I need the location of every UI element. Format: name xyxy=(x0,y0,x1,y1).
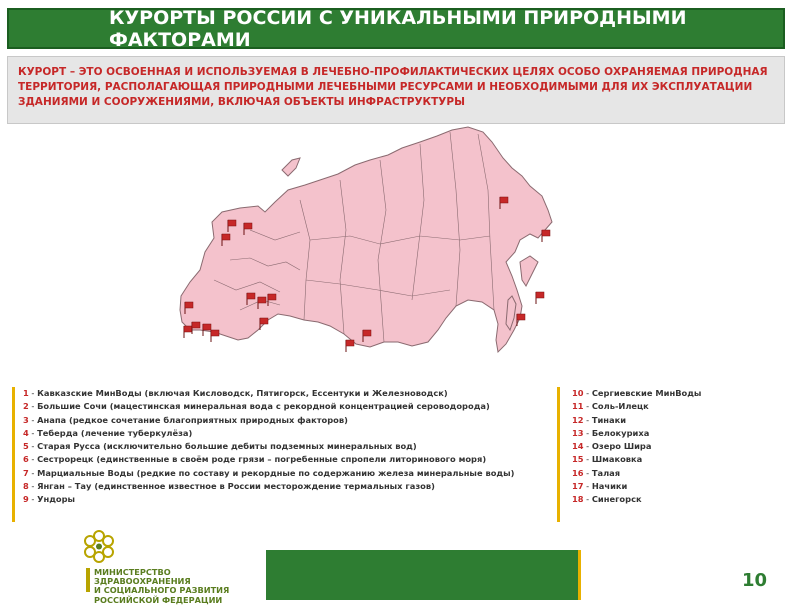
footer-accent-stripe xyxy=(578,550,581,600)
legend-left xyxy=(12,387,557,522)
legend-text: Синегорск xyxy=(591,494,642,505)
resort-flag-icon xyxy=(517,314,525,326)
legend-item: 6 - Сестрорецк (единственные в своём роде грязи – погребенные спропели литоринового моря) xyxy=(23,454,487,465)
legend-text: Начики xyxy=(591,481,628,492)
resort-flag-icon xyxy=(203,324,211,336)
legend-num: 17 xyxy=(572,481,584,492)
legend-text: Кавказские МинВоды (включая Кисловодск, Пятигорск, Ессентуки и Железноводск) xyxy=(37,388,448,398)
definition-box xyxy=(7,56,785,124)
logo-line-1: МИНИСТЕРСТВО xyxy=(94,567,171,577)
kamchatka-peninsula xyxy=(520,256,538,286)
legend-item: 2 - Большие Сочи (мацестинская минеральная вода с рекордной концентрацией сероводорода) xyxy=(23,401,490,412)
logo-line-2: ЗДРАВООХРАНЕНИЯ xyxy=(94,576,191,587)
legend-text: Большие Сочи (мацестинская минеральная вода с рекордной концентрацией сероводорода) xyxy=(37,401,490,412)
legend-text: Белокуриха xyxy=(591,427,650,438)
legend-text: Теберда (лечение туберкулёза) xyxy=(37,427,193,438)
legend-item: 3 - Анапа (редкое сочетание благоприятных природных факторов) xyxy=(23,414,348,425)
legend-num: 10 xyxy=(572,388,584,398)
novaya-zemlya-island xyxy=(282,158,300,176)
resort-flag-icon xyxy=(260,318,268,330)
legend-text: Марциальные Воды (редкие по составу и рекордные по содержанию железа минеральные воды) xyxy=(37,467,515,478)
resort-flag-icon xyxy=(192,322,200,334)
logo-text xyxy=(94,568,229,605)
russia-resorts-map xyxy=(175,125,555,380)
legend-num: 13 xyxy=(572,427,584,438)
legend-item: 14 - Озеро Шира xyxy=(572,441,652,452)
legend-num: 12 xyxy=(572,414,584,425)
resort-flag-icon xyxy=(184,326,192,338)
legend-item: 10 - Сергиевские МинВоды xyxy=(572,388,702,398)
definition-text: КУРОРТ – ЭТО ОСВОЕННАЯ И ИСПОЛЬЗУЕМАЯ В ЛЕЧЕБНО-ПРОФИЛАКТИЧЕСКИХ ЦЕЛЯХ ОСОБО ОХРАНЯЕМАЯ ПРИРОДНАЯ ТЕРРИТОРИЯ, РАСПОЛАГАЮЩАЯ ПРИРОДНЫМИ ЛЕЧЕБНЫМИ РЕСУРСАМИ И НЕОБХОДИМЫМИ ДЛЯ ИХ ЭКСПЛУАТАЦИИ ЗДАНИЯМИ И СООРУЖЕНИЯМИ, ВКЛЮЧАЯ ОБЪЕКТЫ ИНФРАСТРУКТУРЫ xyxy=(18,66,768,108)
russia-territory xyxy=(180,127,552,352)
legend-num: 1 xyxy=(23,388,29,398)
legend-text: Озеро Шира xyxy=(591,441,652,452)
resort-flag-icon xyxy=(542,230,550,242)
legend-item: 1 - Кавказские МинВоды (включая Кисловодск, Пятигорск, Ессентуки и Железноводск) xyxy=(23,388,448,398)
legend-text: Талая xyxy=(591,467,621,478)
legend-item: 17 - Начики xyxy=(572,481,628,492)
ministry-logo xyxy=(80,528,260,605)
legend-right xyxy=(557,387,757,522)
legend-item: 11 - Соль-Илецк xyxy=(572,401,649,412)
legend-text: Сестрорецк (единственные в своём роде грязи – погребенные спропели литоринового моря) xyxy=(37,454,487,465)
legend-num: 8 xyxy=(23,481,29,492)
legend-item: 12 - Тинаки xyxy=(572,414,627,425)
legend-num: 2 xyxy=(23,401,29,412)
resort-flag-icon xyxy=(346,340,354,352)
legend-item: 18 - Синегорск xyxy=(572,494,642,505)
legend-num: 18 xyxy=(572,494,584,505)
legend-num: 4 xyxy=(23,427,29,438)
legend-item: 8 - Янган – Тау (единственное известное в России месторождение термальных газов) xyxy=(23,481,435,492)
map-svg xyxy=(175,125,555,380)
legend-text: Старая Русса (исключительно большие дебиты подземных минеральных вод) xyxy=(37,441,417,452)
legend-item: 9 - Ундоры xyxy=(23,494,76,505)
legend-item: 7 - Марциальные Воды (редкие по составу и рекордные по содержанию железа минеральные воды) xyxy=(23,467,515,478)
legend-num: 9 xyxy=(23,494,29,505)
ministry-emblem-icon xyxy=(80,528,118,566)
legend-item: 13 - Белокуриха xyxy=(572,427,650,438)
legend-text: Тинаки xyxy=(591,414,627,425)
legend-item: 4 - Теберда (лечение туберкулёза) xyxy=(23,427,193,438)
legend-item: 15 - Шмаковка xyxy=(572,454,643,465)
legend-num: 7 xyxy=(23,467,29,478)
legend-num: 5 xyxy=(23,441,29,452)
legend-num: 6 xyxy=(23,454,29,465)
slide-title: КУРОРТЫ РОССИИ С УНИКАЛЬНЫМИ ПРИРОДНЫМИ ФАКТОРАМИ xyxy=(109,6,687,51)
resort-flag-icon xyxy=(211,330,219,342)
legend-num: 14 xyxy=(572,441,584,452)
legend-text: Ундоры xyxy=(37,494,76,505)
legend-num: 11 xyxy=(572,401,584,412)
footer-bar xyxy=(266,550,578,600)
logo-line-4: РОССИЙСКОЙ ФЕДЕРАЦИИ xyxy=(94,594,223,605)
legend-text: Анапа (редкое сочетание благоприятных природных факторов) xyxy=(37,414,348,425)
legend-num: 3 xyxy=(23,414,29,425)
legend-text: Шмаковка xyxy=(591,454,643,465)
logo-divider xyxy=(86,568,90,592)
resort-flag-icon xyxy=(536,292,544,304)
legend-num: 15 xyxy=(572,454,584,465)
legend-text: Сергиевские МинВоды xyxy=(591,388,702,398)
legend-num: 16 xyxy=(572,467,584,478)
page-number: 10 xyxy=(742,570,768,591)
slide-title-bar xyxy=(7,8,785,49)
legend-text: Соль-Илецк xyxy=(591,401,649,412)
legend-item: 5 - Старая Русса (исключительно большие дебиты подземных минеральных вод) xyxy=(23,441,417,452)
legend-text: Янган – Тау (единственное известное в России месторождение термальных газов) xyxy=(37,481,435,492)
legend-item: 16 - Талая xyxy=(572,467,621,478)
logo-line-3: И СОЦИАЛЬНОГО РАЗВИТИЯ xyxy=(94,585,230,596)
